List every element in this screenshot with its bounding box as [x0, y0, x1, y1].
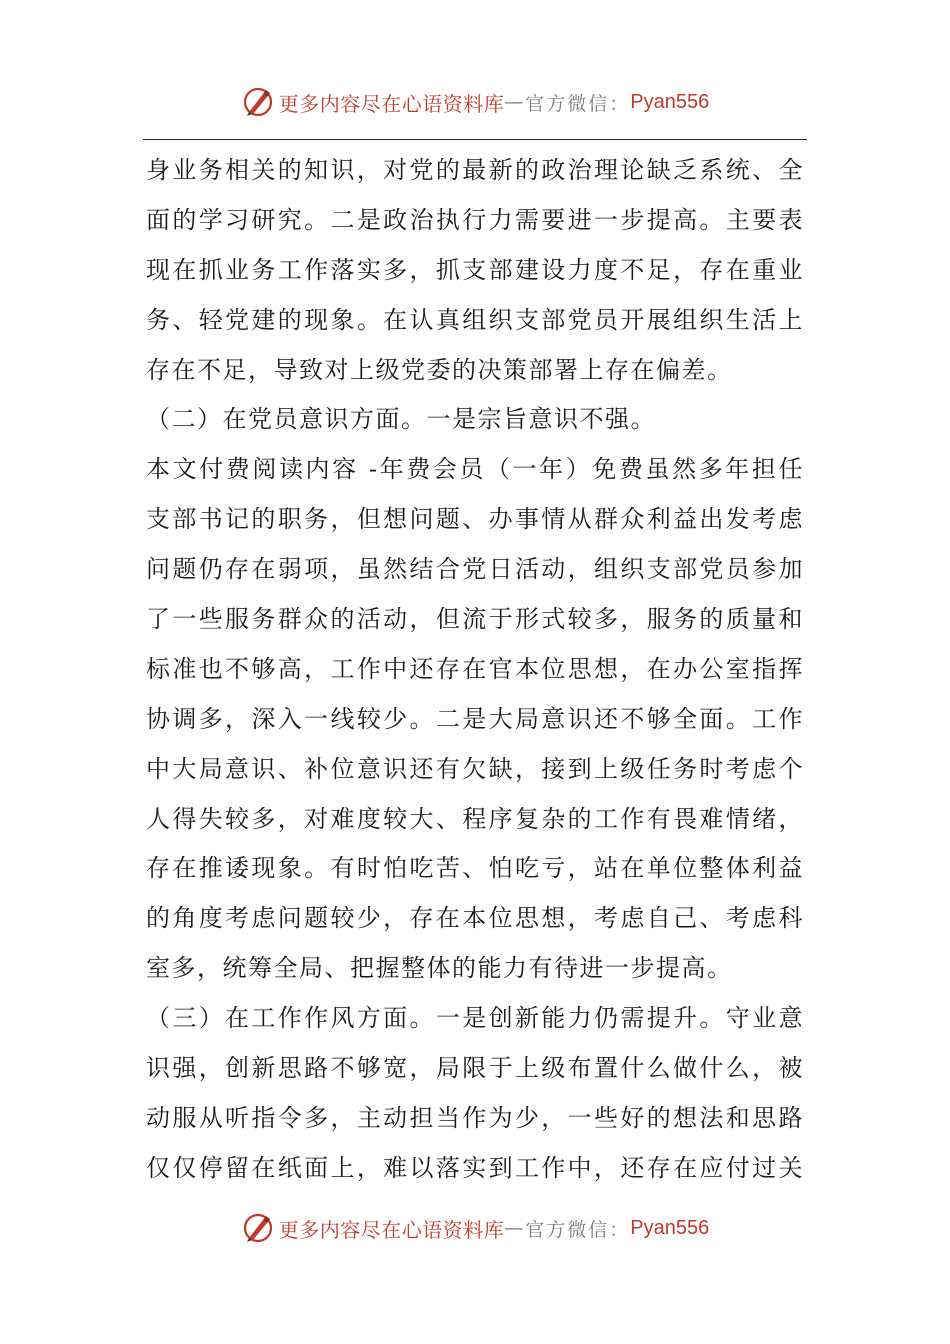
text-line: 务、轻党建的现象。在认真组织支部党员开展组织生活上 — [146, 305, 804, 334]
header-watermark — [0, 82, 950, 122]
header-divider — [143, 139, 807, 140]
section-heading: （二）在党员意识方面。一是宗旨意识不强。 — [146, 405, 656, 434]
paywall-notice-line: 本文付费阅读内容 -年费会员（一年）免费虽然多年担任 — [146, 455, 804, 484]
text-line: 识强，创新思路不够宽，局限于上级布置什么做什么，被 — [146, 1054, 804, 1083]
text-line: 身业务相关的知识，对党的最新的政治理论缺乏系统、全 — [146, 156, 804, 184]
pen-logo-icon — [241, 85, 275, 119]
watermark-sub: 官方微信： — [525, 92, 631, 115]
text-line: 室多，统筹全局、把握整体的能力有待进一步提高。 — [146, 954, 733, 983]
watermark-dash: — — [504, 1217, 526, 1239]
text-line: 现在抓业务工作落实多，抓支部建设力度不足，存在重业 — [146, 255, 804, 284]
text-line: 仅仅停留在纸面上，难以落实到工作中，还存在应付过关 — [146, 1153, 804, 1182]
text-line: 面的学习研究。二是政治执行力需要进一步提高。主要表 — [146, 205, 804, 234]
text-line: 的角度考虑问题较少，存在本位思想，考虑自己、考虑科 — [146, 904, 804, 933]
document-body — [146, 146, 804, 1194]
watermark-wechat: Pyan556 — [630, 1216, 710, 1239]
watermark-dash: — — [504, 91, 526, 113]
watermark-sub: 官方微信： — [525, 1218, 631, 1241]
watermark-main: 更多内容尽在心语资料库 — [278, 1217, 505, 1242]
text-line: 中大局意识、补位意识还有欠缺，接到上级任务时考虑个 — [146, 754, 804, 783]
text-line: 存在不足，导致对上级党委的决策部署上存在偏差。 — [146, 355, 733, 384]
section-heading: （三）在工作作风方面。一是创新能力仍需提升。守业意 — [146, 1004, 804, 1033]
text-line: 标准也不够高，工作中还存在官本位思想，在办公室指挥 — [146, 654, 804, 683]
text-line: 动服从听指令多，主动担当作为少，一些好的想法和思路 — [146, 1103, 804, 1132]
text-line: 了一些服务群众的活动，但流于形式较多，服务的质量和 — [146, 605, 804, 634]
text-line: 协调多，深入一线较少。二是大局意识还不够全面。工作 — [146, 704, 804, 733]
watermark-wechat: Pyan556 — [630, 90, 710, 113]
text-line: 支部书记的职务，但想问题、办事情从群众利益出发考虑 — [146, 505, 804, 534]
watermark-main: 更多内容尽在心语资料库 — [278, 91, 505, 116]
pen-logo-icon — [241, 1211, 275, 1245]
text-line: 存在推诿现象。有时怕吃苦、怕吃亏，站在单位整体利益 — [146, 854, 804, 883]
text-line: 人得失较多，对难度较大、程序复杂的工作有畏难情绪， — [146, 804, 804, 833]
text-line: 问题仍存在弱项，虽然结合党日活动，组织支部党员参加 — [146, 555, 804, 584]
footer-watermark — [0, 1208, 950, 1248]
